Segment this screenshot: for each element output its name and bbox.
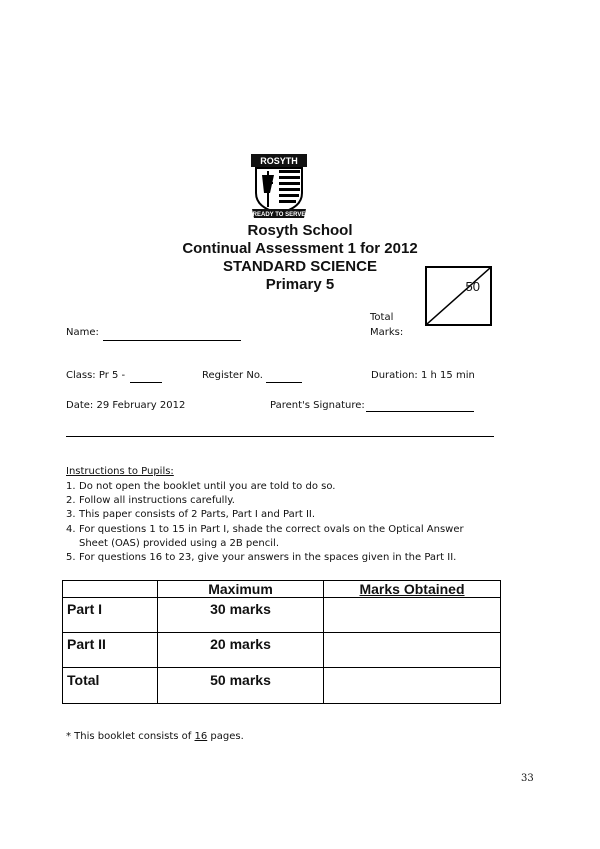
level-title: Primary 5 <box>265 276 335 293</box>
marks-label: Marks: <box>370 327 404 338</box>
part-cell: Total <box>63 668 158 704</box>
date-row <box>66 400 185 411</box>
booklet-note-suffix: pages. <box>210 731 244 742</box>
instruction-item: Sheet (OAS) provided using a 2B pencil. <box>79 537 280 549</box>
class-field-line[interactable] <box>130 382 162 383</box>
booklet-note-prefix: * This booklet consists of <box>66 731 192 742</box>
max-cell: 30 marks <box>158 598 324 633</box>
subject-title: STANDARD SCIENCE <box>223 258 377 275</box>
svg-text:ROSYTH: ROSYTH <box>260 156 298 166</box>
name-field-line[interactable] <box>103 340 241 341</box>
part-cell: Part II <box>63 633 158 668</box>
exam-title: Continual Assessment 1 for 2012 <box>182 240 418 257</box>
page-number: 33 <box>521 773 534 784</box>
parent-signature-label: Parent's Signature: <box>270 400 365 411</box>
total-marks-box <box>425 266 492 326</box>
date-label: Date: <box>66 400 94 411</box>
total-marks-value: 50 <box>465 279 480 294</box>
duration-value: 1 h 15 min <box>421 370 475 381</box>
parent-signature-line[interactable] <box>366 411 474 412</box>
part-cell: Part I <box>63 598 158 633</box>
instruction-item: 1. Do not open the booklet until you are told to do so. <box>66 481 336 492</box>
booklet-note <box>66 731 244 742</box>
table-header-cell: Maximum <box>158 581 324 598</box>
booklet-page-count: 16 <box>194 731 208 742</box>
max-cell: 20 marks <box>158 633 324 668</box>
date-value: 29 February 2012 <box>96 400 186 411</box>
duration-row <box>371 370 475 381</box>
obtained-cell[interactable] <box>324 633 501 668</box>
register-label: Register No. <box>202 370 263 381</box>
marks-table <box>62 580 501 704</box>
register-field-line[interactable] <box>266 382 302 383</box>
table-header-row <box>63 581 501 598</box>
instruction-item: 5. For questions 16 to 23, give your answers in the spaces given in the Part II. <box>66 552 457 564</box>
table-row <box>63 633 501 668</box>
name-label: Name: <box>66 327 99 338</box>
table-row <box>63 598 501 633</box>
table-header-cell <box>63 581 158 598</box>
school-name: Rosyth School <box>247 222 353 239</box>
obtained-cell[interactable] <box>324 668 501 704</box>
instructions-list <box>66 480 464 565</box>
table-header-cell: Marks Obtained <box>324 581 501 598</box>
svg-text:READY TO SERVE: READY TO SERVE <box>252 212 306 218</box>
instructions-title: Instructions to Pupils: <box>66 466 174 477</box>
obtained-cell[interactable] <box>324 598 501 633</box>
duration-label: Duration: <box>371 370 418 381</box>
instruction-item: 2. Follow all instructions carefully. <box>66 495 235 507</box>
divider-line <box>66 436 494 437</box>
instruction-item: 3. This paper consists of 2 Parts, Part I and Part II. <box>66 509 316 521</box>
class-label: Class: Pr 5 - <box>66 370 126 381</box>
table-row <box>63 668 501 704</box>
instruction-item: 4. For questions 1 to 15 in Part I, shade the correct ovals on the Optical Answer <box>66 523 464 535</box>
max-cell: 50 marks <box>158 668 324 704</box>
school-crest-logo <box>250 153 308 219</box>
total-label: Total <box>370 312 394 323</box>
